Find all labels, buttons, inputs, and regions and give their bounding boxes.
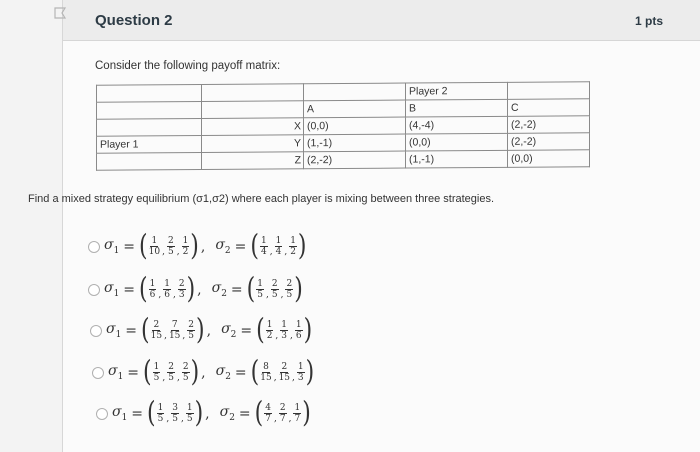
fraction-numerator: 2 xyxy=(168,362,174,372)
fraction-numerator: 1 xyxy=(182,236,189,246)
equals-sign: = xyxy=(125,322,138,339)
fraction xyxy=(149,236,160,257)
fraction xyxy=(149,279,157,300)
comma: , xyxy=(280,290,284,300)
fraction-numerator: 1 xyxy=(295,320,302,330)
fraction-denominator: 7 xyxy=(279,414,286,424)
fraction xyxy=(256,279,264,300)
fraction-numerator: 1 xyxy=(290,236,296,246)
answer-option[interactable] xyxy=(92,355,315,389)
fraction xyxy=(297,362,305,383)
fraction-denominator: 5 xyxy=(186,414,193,424)
payoff-cell: (4,-4) xyxy=(406,116,508,134)
comma: , xyxy=(292,373,295,383)
fraction xyxy=(285,279,293,300)
fraction-denominator: 5 xyxy=(286,290,293,300)
close-paren: ) xyxy=(302,396,311,430)
fraction xyxy=(169,320,180,341)
fraction xyxy=(260,362,271,383)
payoff-cell: (2,-2) xyxy=(304,151,406,169)
radio-button[interactable] xyxy=(88,241,100,253)
equals-sign: = xyxy=(234,364,247,381)
fraction-numerator: 1 xyxy=(257,279,263,289)
radio-button[interactable] xyxy=(88,284,100,296)
comma: , xyxy=(288,414,292,424)
fraction-numerator: 2 xyxy=(182,362,189,372)
comma: , xyxy=(166,414,170,424)
row-strategy: Y xyxy=(202,135,304,153)
fraction xyxy=(279,362,290,383)
payoff-cell: (1,-1) xyxy=(304,134,406,152)
comma: , xyxy=(290,331,293,341)
fraction xyxy=(280,320,288,341)
fraction-numerator: 2 xyxy=(286,279,293,289)
comma: , xyxy=(164,331,167,341)
close-paren: ) xyxy=(196,313,205,347)
fraction-denominator: 6 xyxy=(295,331,302,341)
equals-sign: = xyxy=(238,405,251,422)
col-strategy: C xyxy=(508,99,590,117)
question-text: Find a mixed strategy equilibrium (σ1,σ2) where each player is mixing between three strategies. xyxy=(28,193,495,205)
fraction xyxy=(182,362,190,383)
fraction-numerator: 1 xyxy=(266,320,273,330)
close-paren: ) xyxy=(190,229,199,263)
answer-option[interactable] xyxy=(96,396,311,430)
comma: , xyxy=(176,247,180,257)
fraction-denominator: 3 xyxy=(178,290,185,300)
comma: , xyxy=(284,247,288,257)
fraction xyxy=(289,236,297,257)
fraction xyxy=(264,403,272,424)
fraction-numerator: 2 xyxy=(178,279,185,289)
fraction-denominator: 7 xyxy=(294,414,301,424)
fraction-numerator: 7 xyxy=(171,320,178,330)
sigma-symbol: $\sigma_1$ xyxy=(108,363,124,382)
comma: , xyxy=(197,281,202,298)
fraction-denominator: 15 xyxy=(150,331,163,341)
fraction xyxy=(157,403,165,424)
fraction-numerator: 4 xyxy=(265,403,271,413)
fraction-numerator: 3 xyxy=(172,403,178,413)
fraction xyxy=(295,320,303,341)
fraction-numerator: 1 xyxy=(149,279,156,289)
payoff-cell: (0,0) xyxy=(304,117,406,135)
fraction-denominator: 3 xyxy=(297,373,304,383)
fraction xyxy=(151,320,162,341)
open-paren: ( xyxy=(250,229,259,263)
radio-button[interactable] xyxy=(96,408,108,420)
radio-button[interactable] xyxy=(90,325,102,337)
radio-button[interactable] xyxy=(92,367,104,379)
col-strategy: B xyxy=(406,99,508,117)
comma: , xyxy=(182,331,186,341)
sigma-symbol: $\sigma_2$ xyxy=(215,363,231,382)
open-paren: ( xyxy=(254,396,264,430)
comma: , xyxy=(275,331,279,341)
fraction-denominator: 4 xyxy=(260,247,267,257)
comma: , xyxy=(269,247,273,257)
fraction xyxy=(167,362,175,383)
fraction-denominator: 5 xyxy=(157,414,164,424)
question-points: 1 pts xyxy=(634,14,663,28)
fraction xyxy=(293,403,301,424)
fraction-denominator: 5 xyxy=(168,373,174,383)
fraction xyxy=(178,279,186,300)
fraction xyxy=(266,320,274,341)
fraction-numerator: 8 xyxy=(263,362,269,372)
fraction-denominator: 5 xyxy=(257,290,263,300)
fraction xyxy=(167,236,175,257)
fraction-denominator: 5 xyxy=(271,290,278,300)
fraction-numerator: 1 xyxy=(153,362,160,372)
answer-option[interactable] xyxy=(90,313,313,347)
sigma-symbol: $\sigma_2$ xyxy=(215,237,231,256)
matrix-row xyxy=(97,150,590,170)
fraction-numerator: 2 xyxy=(188,320,195,330)
close-paren: ) xyxy=(194,396,204,430)
fraction-denominator: 10 xyxy=(148,247,161,257)
comma: , xyxy=(180,414,184,424)
equals-sign: = xyxy=(234,238,247,255)
fraction-denominator: 15 xyxy=(278,373,291,383)
fraction xyxy=(279,403,287,424)
row-player-label: Player 1 xyxy=(97,135,202,153)
fraction-numerator: 1 xyxy=(164,279,170,289)
fraction-numerator: 1 xyxy=(275,236,282,246)
fraction-denominator: 5 xyxy=(182,373,189,383)
open-paren: ( xyxy=(141,313,150,347)
close-paren: ) xyxy=(303,313,313,347)
fraction-numerator: 2 xyxy=(279,403,286,413)
fraction-numerator: 2 xyxy=(281,362,288,372)
sigma-symbol: $\sigma_1$ xyxy=(104,280,120,299)
payoff-cell: (0,0) xyxy=(406,133,508,151)
close-paren: ) xyxy=(294,272,303,306)
fraction-denominator: 5 xyxy=(153,373,160,383)
payoff-matrix xyxy=(96,81,590,170)
fraction xyxy=(153,362,161,383)
comma: , xyxy=(162,247,165,257)
fraction-numerator: 2 xyxy=(153,320,160,330)
open-paren: ( xyxy=(143,355,152,389)
open-paren: ( xyxy=(250,355,260,389)
equals-sign: = xyxy=(127,364,140,381)
fraction-numerator: 1 xyxy=(260,236,267,246)
open-paren: ( xyxy=(246,272,256,306)
payoff-cell: (0,0) xyxy=(508,150,590,168)
answer-option[interactable] xyxy=(88,272,303,306)
fraction-numerator: 1 xyxy=(281,320,288,330)
payoff-cell: (1,-1) xyxy=(406,150,508,168)
open-paren: ( xyxy=(256,313,265,347)
comma: , xyxy=(158,290,162,300)
fraction-numerator: 1 xyxy=(186,403,193,413)
sigma-symbol: $\sigma_2$ xyxy=(221,321,237,340)
comma: , xyxy=(205,405,210,422)
equals-sign: = xyxy=(123,281,136,298)
comma: , xyxy=(200,238,206,255)
fraction-numerator: 1 xyxy=(297,362,304,372)
question-card xyxy=(62,0,700,452)
fraction-denominator: 7 xyxy=(265,414,271,424)
question-prompt: Consider the following payoff matrix: xyxy=(95,60,281,72)
fraction xyxy=(186,403,194,424)
fraction-denominator: 4 xyxy=(275,247,282,257)
fraction-denominator: 6 xyxy=(149,290,156,300)
fraction xyxy=(171,403,179,424)
fraction-denominator: 15 xyxy=(168,331,181,341)
row-strategy: Z xyxy=(202,152,304,170)
fraction-denominator: 2 xyxy=(290,247,296,257)
col-player-label: Player 2 xyxy=(406,82,508,100)
close-paren: ) xyxy=(305,355,315,389)
fraction-denominator: 2 xyxy=(266,331,273,341)
close-paren: ) xyxy=(190,355,200,389)
comma: , xyxy=(162,373,166,383)
sigma-symbol: $\sigma_1$ xyxy=(104,237,120,256)
fraction-denominator: 2 xyxy=(182,247,189,257)
payoff-cell: (2,-2) xyxy=(508,116,590,134)
open-paren: ( xyxy=(139,229,148,263)
fraction-denominator: 5 xyxy=(188,331,195,341)
fraction-numerator: 2 xyxy=(167,236,174,246)
comma: , xyxy=(201,364,206,381)
fraction-denominator: 5 xyxy=(167,247,174,257)
fraction xyxy=(163,279,171,300)
fraction-numerator: 2 xyxy=(271,279,278,289)
fraction-numerator: 1 xyxy=(294,403,301,413)
payoff-cell: (2,-2) xyxy=(508,133,590,151)
sigma-symbol: $\sigma_1$ xyxy=(112,404,128,423)
comma: , xyxy=(172,290,176,300)
open-paren: ( xyxy=(139,272,148,306)
fraction xyxy=(271,279,279,300)
equals-sign: = xyxy=(131,405,144,422)
equals-sign: = xyxy=(240,322,253,339)
bookmark-flag-icon[interactable] xyxy=(53,6,67,20)
comma: , xyxy=(273,373,277,383)
fraction-numerator: 1 xyxy=(157,403,164,413)
question-title: Question 2 xyxy=(95,12,173,29)
sigma-symbol: $\sigma_2$ xyxy=(211,280,227,299)
fraction xyxy=(275,236,283,257)
close-paren: ) xyxy=(186,272,196,306)
fraction-denominator: 6 xyxy=(164,290,170,300)
sigma-symbol: $\sigma_2$ xyxy=(219,404,235,423)
fraction xyxy=(187,320,195,341)
comma: , xyxy=(176,373,180,383)
answer-option[interactable] xyxy=(88,229,307,263)
sigma-symbol: $\sigma_1$ xyxy=(106,321,122,340)
comma: , xyxy=(265,290,269,300)
equals-sign: = xyxy=(230,281,243,298)
comma: , xyxy=(206,322,212,339)
fraction-denominator: 5 xyxy=(172,414,178,424)
equals-sign: = xyxy=(123,238,136,255)
fraction-numerator: 1 xyxy=(151,236,158,246)
row-strategy: X xyxy=(202,118,304,136)
fraction-denominator: 15 xyxy=(260,373,272,383)
fraction xyxy=(260,236,268,257)
open-paren: ( xyxy=(147,396,156,430)
fraction xyxy=(182,236,190,257)
col-strategy: A xyxy=(304,100,406,118)
close-paren: ) xyxy=(297,229,307,263)
fraction-denominator: 3 xyxy=(281,331,288,341)
question-header xyxy=(63,0,700,41)
comma: , xyxy=(273,414,277,424)
